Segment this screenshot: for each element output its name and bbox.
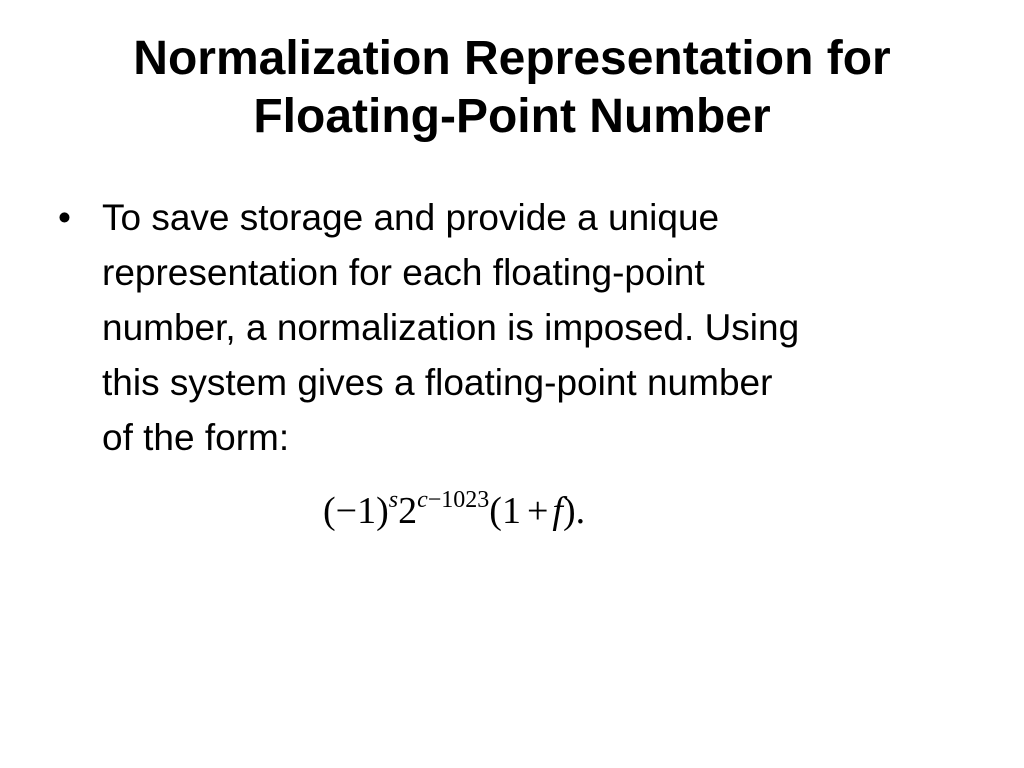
formula-mantissa-var: f: [552, 490, 563, 532]
formula-base-group: (−1): [323, 490, 389, 532]
bullet-text-line-4: this system gives a floating-point number: [102, 362, 773, 403]
bullet-marker: •: [58, 197, 71, 238]
bullet-text-line-3: number, a normalization is imposed. Using: [102, 307, 800, 348]
formula-power-base: 2: [398, 490, 418, 532]
slide-title: [0, 30, 1024, 146]
bullet-item: [58, 190, 978, 465]
bullet-text-line-5: of the form:: [102, 417, 290, 458]
slide-title-line-1: Normalization Representation for: [133, 32, 891, 85]
bullet-text-line-1: To save storage and provide a unique: [102, 197, 720, 238]
normalized-float-formula: [323, 488, 585, 534]
bullet-list: [58, 190, 978, 465]
formula-sign-exponent: s: [388, 487, 399, 513]
bullet-text-line-2: representation for each floating-point: [102, 252, 705, 293]
formula-exponent: [417, 487, 489, 513]
formula-plus: +: [526, 490, 549, 532]
slide-title-line-2: Floating-Point Number: [253, 90, 771, 143]
formula-exponent-var: c: [417, 487, 428, 513]
formula-exponent-rest: −1023: [427, 487, 490, 513]
formula-close: ).: [562, 490, 586, 532]
formula-open-group: (1: [489, 490, 521, 532]
